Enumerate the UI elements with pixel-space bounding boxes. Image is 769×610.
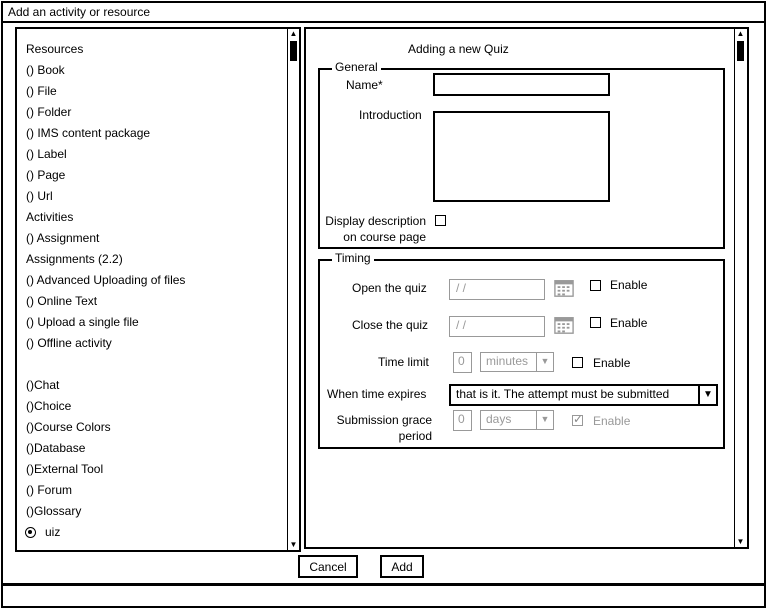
grace-period-unit-select[interactable] [480,410,554,430]
name-label: Name* [346,78,383,92]
scroll-down-arrow-icon[interactable]: ▼ [289,540,298,549]
grace-period-line-1: Submission grace [336,413,432,427]
list-item[interactable]: ()External Tool [26,462,104,476]
list-item[interactable]: () Assignment [26,231,100,245]
dropdown-arrow-icon: ▼ [536,411,553,429]
time-limit-enable-checkbox[interactable] [572,357,583,368]
form-scrollbar[interactable] [734,29,746,547]
list-item[interactable]: () Online Text [26,294,98,308]
list-item[interactable]: ()Glossary [26,504,82,518]
window-title-bar [1,1,766,23]
add-button[interactable]: Add [380,555,424,578]
close-quiz-label: Close the quiz [352,318,429,332]
grace-period-unit-value: days [486,412,512,426]
list-item[interactable]: () Forum [26,483,72,497]
grace-period-enable-label: Enable [593,414,631,428]
list-item: Assignments (2.2) [26,252,123,266]
close-quiz-enable-label: Enable [610,316,648,330]
selected-radio-icon[interactable] [25,527,36,538]
scroll-thumb[interactable] [290,41,297,61]
list-item[interactable]: () Url [26,189,53,203]
close-quiz-enable-checkbox[interactable] [590,317,601,328]
general-legend: General [332,60,381,74]
list-item[interactable]: ()Course Colors [26,420,111,434]
open-quiz-enable-label: Enable [610,278,648,292]
cancel-button[interactable]: Cancel [298,555,358,578]
list-item-selected[interactable]: uiz [45,525,61,539]
display-description-line-1: Display description [325,214,426,228]
form-title: Adding a new Quiz [408,42,509,56]
list-item[interactable]: () Advanced Uploading of files [26,273,186,287]
when-time-expires-select[interactable] [449,384,718,406]
time-limit-enable-label: Enable [593,356,631,370]
time-limit-label: Time limit [378,355,429,369]
time-limit-input[interactable]: 0 [453,352,472,373]
open-quiz-label: Open the quiz [352,281,427,295]
list-item[interactable]: () Book [26,63,65,77]
list-item[interactable]: () Page [26,168,66,182]
introduction-label: Introduction [359,108,422,122]
open-quiz-enable-checkbox[interactable] [590,280,601,291]
open-quiz-date-input[interactable]: / / [449,279,545,300]
calendar-icon[interactable] [553,278,575,298]
name-input[interactable] [433,73,610,96]
calendar-icon[interactable] [553,315,575,335]
checkmark-icon: ✓ [573,412,584,426]
list-item[interactable]: ()Chat [26,378,60,392]
status-bar [1,584,766,608]
list-item[interactable]: () File [26,84,57,98]
introduction-textarea[interactable] [433,111,610,202]
scroll-up-arrow-icon[interactable]: ▲ [736,29,745,38]
display-description-label [320,213,426,245]
display-description-checkbox[interactable] [435,215,446,226]
list-item[interactable]: ()Database [26,441,86,455]
list-item[interactable]: () Upload a single file [26,315,139,329]
list-item: Resources [26,42,84,56]
scroll-thumb[interactable] [737,41,744,61]
list-item: Activities [26,210,74,224]
grace-period-enable-checkbox[interactable] [572,412,584,426]
dropdown-arrow-icon: ▼ [536,353,553,371]
close-quiz-date-input[interactable]: / / [449,316,545,337]
list-item[interactable]: () Offline activity [26,336,112,350]
when-time-expires-value: that is it. The attempt must be submitted [456,387,670,401]
grace-period-input[interactable]: 0 [453,410,472,431]
grace-period-label [320,412,432,444]
timing-legend: Timing [332,251,374,265]
scroll-down-arrow-icon[interactable]: ▼ [736,537,745,546]
list-item[interactable]: () Folder [26,105,72,119]
time-limit-unit-select[interactable] [480,352,554,372]
list-item[interactable]: ()Choice [26,399,72,413]
time-limit-unit-value: minutes [486,354,529,368]
dropdown-arrow-icon: ▼ [698,386,716,404]
list-item[interactable]: () Label [26,147,67,161]
resource-list-scrollbar[interactable] [287,29,299,550]
window-title: Add an activity or resource [8,5,151,19]
when-time-expires-label: When time expires [327,387,427,401]
scroll-up-arrow-icon[interactable]: ▲ [289,29,298,38]
list-item[interactable]: () IMS content package [26,126,151,140]
display-description-line-2: on course page [343,230,426,244]
grace-period-line-2: period [398,429,432,443]
